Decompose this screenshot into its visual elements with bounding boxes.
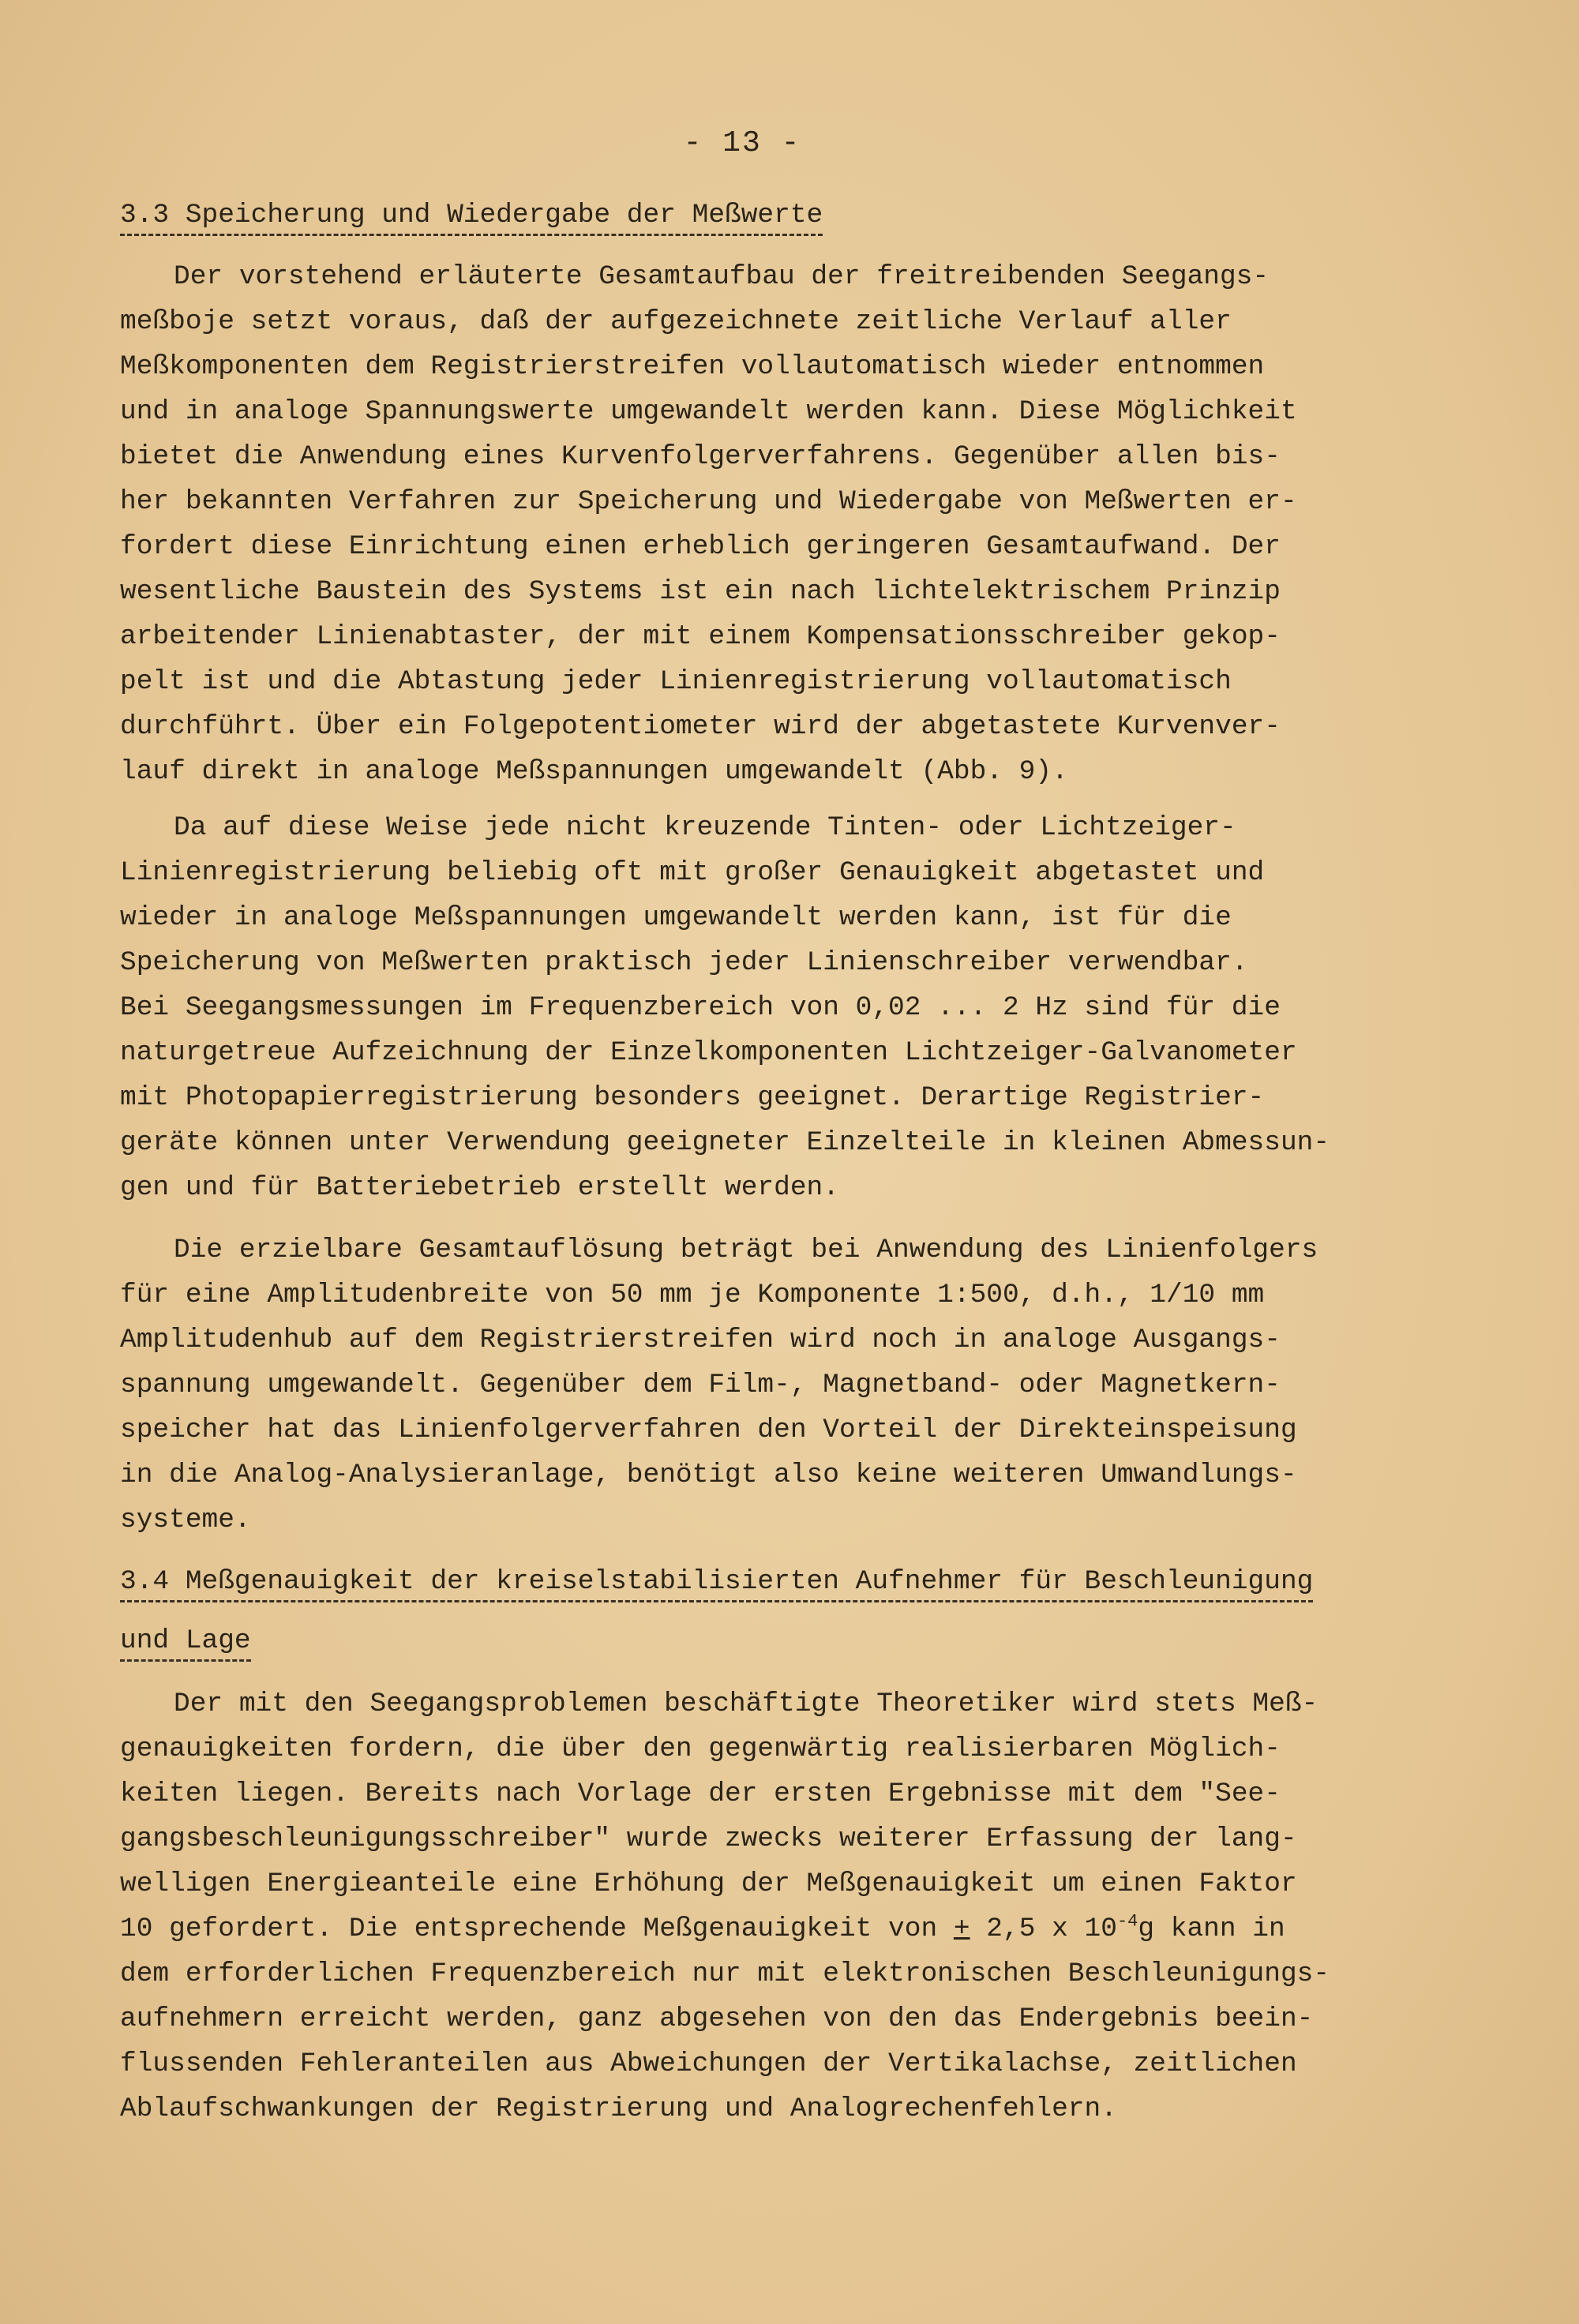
section-heading-3-3 bbox=[120, 199, 1478, 236]
text-line: welligen Energieanteile eine Erhöhung der Meßgenauigkeit um einen Faktor bbox=[120, 1869, 1297, 1899]
formula-text-before: 10 gefordert. Die entsprechende Meßgenauigkeit von bbox=[120, 1914, 954, 1944]
text-line: aufnehmern erreicht werden, ganz abgesehen von den das Endergebnis beein- bbox=[120, 2004, 1314, 2034]
section-heading-3-4 bbox=[120, 1565, 1478, 1602]
text-line: Da auf diese Weise jede nicht kreuzende Tinten- oder Lichtzeiger- bbox=[174, 812, 1236, 843]
text-line: Der vorstehend erläuterte Gesamtaufbau der freitreibenden Seegangs- bbox=[174, 261, 1270, 292]
text-line: in die Analog-Analysieranlage, benötigt also keine weiteren Umwandlungs- bbox=[120, 1460, 1297, 1490]
paragraph bbox=[120, 1681, 1478, 2131]
text-line: durchführt. Über ein Folgepotentiometer wird der abgetastete Kurvenver- bbox=[120, 711, 1281, 742]
text-line: arbeitender Linienabtaster, der mit einem Kompensationsschreiber gekop- bbox=[120, 621, 1281, 652]
text-line: systeme. bbox=[120, 1505, 251, 1535]
text-line: Meßkomponenten dem Registrierstreifen vollautomatisch wieder entnommen bbox=[120, 351, 1265, 382]
text-line: Der mit den Seegangsproblemen beschäftigte Theoretiker wird stets Meß- bbox=[174, 1689, 1318, 1719]
text-line: dem erforderlichen Frequenzbereich nur mit elektronischen Beschleunigungs- bbox=[120, 1959, 1330, 1989]
formula-value: 2,5 x 10 bbox=[970, 1914, 1117, 1944]
text-line: und in analoge Spannungswerte umgewandelt werden kann. Diese Möglichkeit bbox=[120, 396, 1297, 427]
text-line: für eine Amplitudenbreite von 50 mm je Komponente 1:500, d.h., 1/10 mm bbox=[120, 1280, 1265, 1310]
paragraph bbox=[120, 254, 1478, 794]
text-line: wieder in analoge Meßspannungen umgewandelt werden kann, ist für die bbox=[120, 902, 1232, 933]
text-line: gangsbeschleunigungsschreiber" wurde zwecks weiterer Erfassung der lang- bbox=[120, 1824, 1297, 1854]
section-heading-3-4-continued bbox=[120, 1625, 1478, 1662]
text-line: bietet die Anwendung eines Kurvenfolgerverfahrens. Gegenüber allen bis- bbox=[120, 441, 1281, 472]
text-line: spannung umgewandelt. Gegenüber dem Film-, Magnetband- oder Magnetkern- bbox=[120, 1370, 1281, 1400]
text-line: Linienregistrierung beliebig oft mit großer Genauigkeit abgetastet und bbox=[120, 857, 1265, 888]
text-line: Die erzielbare Gesamtauflösung beträgt bei Anwendung des Linienfolgers bbox=[174, 1235, 1318, 1265]
text-line: geräte können unter Verwendung geeigneter Einzelteile in kleinen Abmessun- bbox=[120, 1127, 1330, 1158]
text-line: lauf direkt in analoge Meßspannungen umgewandelt (Abb. 9). bbox=[120, 756, 1068, 787]
section-heading-3-3-text: 3.3 Speicherung und Wiedergabe der Meßwerte bbox=[120, 199, 823, 236]
formula-exponent: -4 bbox=[1116, 1911, 1138, 1932]
text-line: mit Photopapierregistrierung besonders geeignet. Derartige Registrier- bbox=[120, 1082, 1265, 1113]
text-line: naturgetreue Aufzeichnung der Einzelkomponenten Lichtzeiger-Galvanometer bbox=[120, 1037, 1297, 1068]
formula-text-after: g kann in bbox=[1138, 1914, 1285, 1944]
page-number: - 13 - bbox=[683, 126, 801, 160]
text-line: fordert diese Einrichtung einen erheblich geringeren Gesamtaufwand. Der bbox=[120, 531, 1281, 562]
text-line: Speicherung von Meßwerten praktisch jeder Linienschreiber verwendbar. bbox=[120, 947, 1248, 978]
text-line: Bei Seegangsmessungen im Frequenzbereich von 0,02 ... 2 Hz sind für die bbox=[120, 992, 1281, 1023]
text-line: wesentliche Baustein des Systems ist ein nach lichtelektrischem Prinzip bbox=[120, 576, 1281, 607]
formula-line bbox=[120, 1906, 1478, 1951]
text-line: keiten liegen. Bereits nach Vorlage der ersten Ergebnisse mit dem "See- bbox=[120, 1779, 1281, 1809]
text-line: pelt ist und die Abtastung jeder Linienregistrierung vollautomatisch bbox=[120, 666, 1232, 697]
text-line: meßboje setzt voraus, daß der aufgezeichnete zeitliche Verlauf aller bbox=[120, 306, 1232, 337]
text-line: Amplitudenhub auf dem Registrierstreifen wird noch in analoge Ausgangs- bbox=[120, 1325, 1281, 1355]
text-line: her bekannten Verfahren zur Speicherung und Wiedergabe von Meßwerten er- bbox=[120, 486, 1297, 517]
paragraph bbox=[120, 1228, 1478, 1542]
plus-minus-sign: + bbox=[953, 1914, 970, 1944]
text-line: flussenden Fehleranteilen aus Abweichungen der Vertikalachse, zeitlichen bbox=[120, 2048, 1297, 2079]
text-line: Ablaufschwankungen der Registrierung und Analogrechenfehlern. bbox=[120, 2093, 1117, 2124]
text-line: genauigkeiten fordern, die über den gegenwärtig realisierbaren Möglich- bbox=[120, 1734, 1281, 1764]
text-line: gen und für Batteriebetrieb erstellt werden. bbox=[120, 1172, 839, 1203]
section-heading-3-4-line-1: 3.4 Meßgenauigkeit der kreiselstabilisierten Aufnehmer für Beschleunigung bbox=[120, 1565, 1313, 1602]
text-line: speicher hat das Linienfolgerverfahren den Vorteil der Direkteinspeisung bbox=[120, 1415, 1297, 1445]
paragraph bbox=[120, 805, 1478, 1210]
section-heading-3-4-line-2: und Lage bbox=[120, 1625, 251, 1662]
